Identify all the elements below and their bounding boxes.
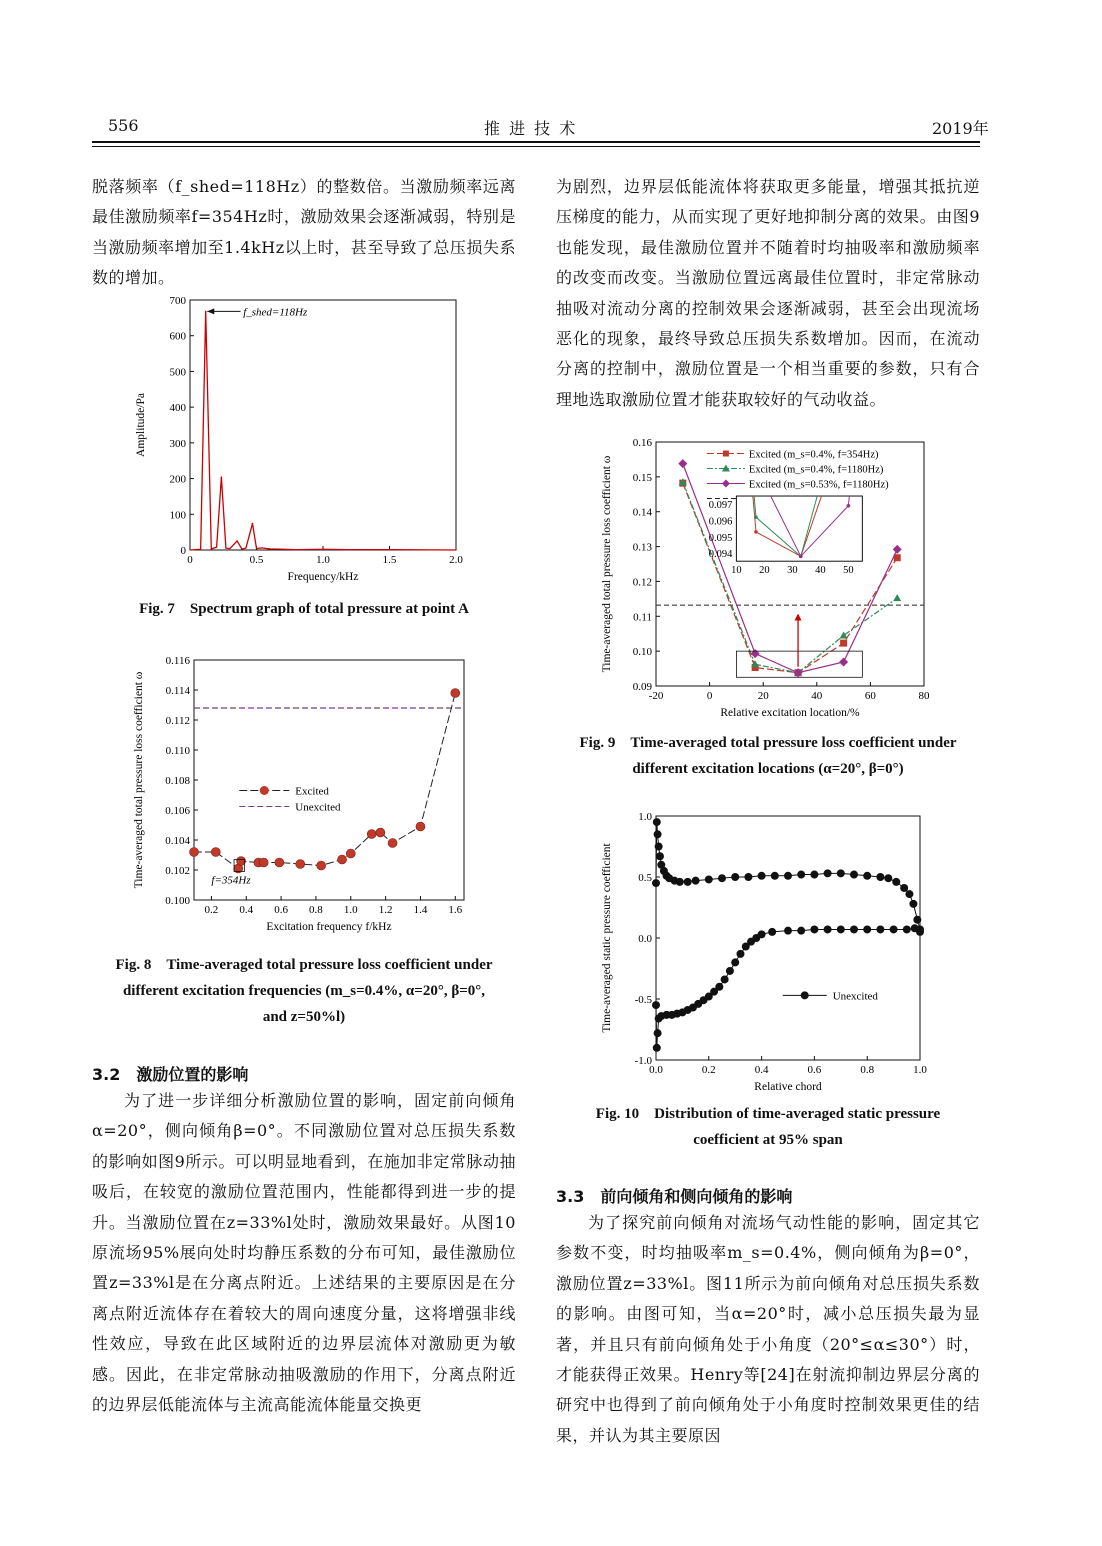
lower-surface-point: [654, 1029, 662, 1037]
spectrum-line: [190, 311, 456, 550]
upper-surface-point: [652, 879, 660, 887]
lower-surface-point: [863, 925, 871, 933]
spectrum-peak: [252, 523, 254, 525]
inset-y-tick-label: 0.096: [708, 516, 733, 528]
x-tick-label: 1.4: [413, 904, 428, 916]
x-tick-label: 60: [864, 690, 876, 702]
y-tick-label: 0.100: [165, 895, 190, 907]
y-tick-label: 0.10: [632, 646, 652, 659]
x-tick-label: 20: [757, 690, 769, 702]
y-tick-label: 0.09: [632, 681, 652, 693]
upper-surface-point: [810, 871, 818, 879]
y-tick-label: 0.106: [165, 805, 190, 817]
series-point: [839, 657, 848, 666]
excited-point: [190, 848, 199, 857]
lower-surface-point: [653, 1044, 661, 1052]
series-point: [751, 649, 760, 658]
y-tick-label: 0.102: [165, 865, 190, 877]
x-tick-label: 0.6: [274, 904, 288, 916]
upper-surface-point: [784, 872, 792, 880]
y-tick-label: 0: [180, 545, 186, 557]
fig8-caption: [92, 952, 516, 1030]
y-tick-label: 0.0: [638, 933, 652, 945]
fig8-caption-line1: Fig. 8 Time-averaged total pressure loss coefficient under: [115, 957, 493, 973]
page-year: 2019年: [932, 119, 989, 138]
x-tick-label: 1.0: [343, 904, 358, 916]
fig9-chart: [598, 432, 948, 724]
x-tick-label: 0: [706, 690, 713, 702]
fig9-caption: [556, 730, 980, 782]
inset-y-tick-label: 0.095: [708, 532, 733, 544]
lower-surface-point: [916, 928, 924, 936]
x-tick-label: 0.8: [860, 1064, 875, 1076]
upper-surface-point: [692, 877, 700, 885]
section-3-2-text: 为了进一步详细分析激励位置的影响，固定前向倾角α=20°，侧向倾角β=0°。不同激励位置对总压损失系数的影响如图9所示。可以明显地看到，在施加非定常脉动抽吸后，在较宽的激励位置范围内，性能都得到进一步的提升。当激励位置在z=33%l处时，激励效果最好。从图10原流场95%展向处时均静压系数的分布可知，最佳激励位置z=33%l是在分离点附近。上述结果的主要原因是在分离点附近流体存在着较大的周向速度分量，这将增强非线性效应，导致在此区域附近的边界层流体对激励更为敏感。因此，在非定常脉动抽吸激励的作用下，分离点附近的边界层低能流体与主流高能流体能量交换更: [92, 1091, 516, 1415]
inset-x-tick-label: 20: [759, 565, 770, 577]
y-tick-label: -0.5: [634, 994, 652, 1006]
x-tick-label: 0.2: [204, 904, 219, 916]
y-tick-label: 0.110: [165, 745, 190, 757]
lower-surface-point: [721, 975, 729, 983]
legend-excited-marker: [260, 786, 269, 795]
legend-marker: [723, 451, 729, 457]
upper-surface-point: [863, 872, 871, 880]
y-tick-label: 400: [169, 402, 186, 415]
x-axis-label: Excitation frequency f/kHz: [266, 921, 392, 933]
y-tick-label: 0.16: [632, 437, 652, 449]
series-point: [678, 459, 687, 468]
upper-surface-point: [892, 878, 900, 886]
lower-surface-point: [876, 925, 884, 933]
y-tick-label: 0.116: [165, 655, 190, 667]
fig8-caption-line3: and z=50%l): [262, 1009, 346, 1025]
spectrum-peak: [205, 311, 207, 313]
upper-surface-point: [684, 878, 692, 886]
x-tick-label: 0.8: [309, 904, 323, 916]
y-tick-label: 0.104: [165, 835, 190, 847]
x-tick-label: 1.5: [382, 554, 397, 566]
lower-surface-point: [797, 927, 805, 935]
upper-surface-point: [731, 873, 739, 881]
upper-surface-point: [905, 890, 913, 898]
lower-surface-point: [652, 1001, 660, 1009]
journal-title: 推 进 技 术: [484, 119, 578, 138]
y-axis-label: Time-averaged static pressure coefficient: [601, 843, 613, 1033]
excited-point: [388, 839, 397, 848]
inset-x-tick-label: 50: [843, 565, 854, 577]
upper-surface-point: [900, 884, 908, 892]
x-tick-label: 80: [918, 690, 930, 702]
upper-surface-point: [913, 916, 921, 924]
y-tick-label: 0.5: [638, 872, 652, 884]
y-tick-label: 100: [169, 509, 186, 522]
upper-surface-point: [654, 830, 662, 838]
header-rule-thin: [92, 146, 980, 147]
section-3-3-text: 为了探究前向倾角对流场气动性能的影响，固定其它参数不变，时均抽吸率m_s=0.4%，侧向倾角为β=0°，激励位置z=33%l。图11所示为前向倾角对总压损失系数的影响。由图可知，当α=20°时，减小总压损失最为显著，并且只有前向倾角处于小角度（20°≤α≤30°）时，才能获得正效果。Henry等[24]在射流抑制边界层分离的研究中也得到了前向倾角处于小角度时控制效果更佳的结果，并认为其主要原因: [556, 1213, 980, 1445]
x-axis-label: Relative chord: [754, 1081, 822, 1093]
lower-surface-point: [903, 925, 911, 933]
y-axis-label: Time-averaged total pressure loss coefficient ω: [601, 455, 613, 673]
fig9-caption-line2: different excitation locations (α=20°, β=0°): [632, 761, 904, 777]
legend-label: Excited (m_s=0.4%, f=354Hz): [748, 449, 879, 461]
page-number: 556: [108, 116, 139, 135]
x-tick-label: 0.2: [701, 1064, 716, 1076]
y-tick-label: 0.12: [632, 576, 652, 589]
upper-surface-point: [824, 869, 832, 877]
y-axis-label: Time-averaged total pressure loss coefficient ω: [133, 671, 145, 889]
excited-line: [194, 693, 455, 869]
y-tick-label: 0.13: [632, 541, 652, 554]
upper-surface-point: [676, 878, 684, 886]
upper-surface-point: [771, 872, 779, 880]
spectrum-peak: [221, 476, 223, 478]
section-3-2-body: [92, 1086, 516, 1420]
x-tick-label: 1.2: [378, 904, 393, 916]
x-tick-label: -20: [648, 690, 664, 702]
x-tick-label: 0: [187, 554, 193, 566]
excited-point: [211, 848, 220, 857]
series-point: [893, 545, 902, 554]
x-tick-label: 0.4: [239, 904, 254, 916]
upper-surface-point: [653, 818, 661, 826]
upper-surface-point: [718, 874, 726, 882]
fig10-caption: [556, 1101, 980, 1153]
lower-surface-point: [824, 925, 832, 933]
x-tick-label: 1.0: [316, 554, 330, 566]
upper-surface-point: [705, 875, 713, 883]
upper-surface-point: [744, 873, 752, 881]
plot-frame: [194, 660, 464, 900]
spectrum-peak: [236, 540, 238, 542]
lower-surface-point: [850, 925, 858, 933]
inset-x-tick-label: 10: [731, 565, 742, 577]
y-tick-label: 600: [169, 330, 186, 343]
y-tick-label: 200: [169, 473, 186, 486]
x-tick-label: 0.6: [807, 1064, 822, 1076]
zoom-arrow-head: [795, 613, 802, 620]
excited-point: [367, 830, 376, 839]
series-point: [893, 594, 901, 601]
left-top-text: 脱落频率（f_shed=118Hz）的整数倍。当激励频率远离最佳激励频率f=354Hz时，激励效果会逐渐减弱，特别是当激励频率增加至1.4kHz以上时，甚至导致了总压损失系数的增加。: [92, 177, 516, 288]
left-top-paragraph: [92, 172, 516, 294]
plot-frame: [190, 300, 456, 550]
excited-point: [451, 689, 460, 698]
lower-surface-point: [731, 958, 739, 966]
legend-marker: [801, 991, 809, 999]
y-tick-label: 0.112: [165, 715, 190, 727]
legend-excited-label: Excited: [295, 785, 329, 798]
upper-surface-point: [758, 872, 766, 880]
lower-surface-point: [837, 925, 845, 933]
annotation-arrow-head: [207, 308, 214, 314]
inset-series-point: [754, 515, 758, 519]
section-3-3-heading: 3.3 前向倾角和侧向倾角的影响: [556, 1187, 793, 1206]
plot-frame: [656, 816, 920, 1060]
y-tick-label: 300: [169, 437, 186, 450]
lower-surface-point: [784, 927, 792, 935]
lower-surface-point: [715, 983, 723, 991]
upper-surface-point: [909, 900, 917, 908]
upper-surface-point: [655, 843, 663, 851]
y-tick-label: 0.11: [633, 611, 652, 624]
fig7-chart: [128, 292, 478, 592]
inset-series-point: [799, 555, 803, 559]
y-tick-label: 0.14: [632, 506, 652, 519]
legend-label: Unexcited: [832, 990, 878, 1003]
excited-point: [338, 855, 347, 864]
inset-series-point: [847, 504, 851, 508]
header-rule-thick: [92, 141, 980, 143]
y-tick-label: 0.114: [165, 685, 190, 697]
excited-point: [416, 822, 425, 831]
excited-point: [346, 849, 355, 858]
fig10-caption-line1: Fig. 10 Distribution of time-averaged static pressure: [595, 1106, 941, 1122]
x-tick-label: 2.0: [449, 554, 463, 566]
x-tick-label: 1.6: [448, 904, 463, 916]
annotation-label: f=354Hz: [211, 874, 251, 887]
x-tick-label: 1.0: [913, 1064, 927, 1076]
inset-y-tick-label: 0.094: [708, 549, 733, 561]
excited-point: [296, 860, 305, 869]
lower-surface-point: [890, 925, 898, 933]
legend-unexcited-label: Unexcited: [295, 801, 341, 814]
lower-surface-point: [810, 925, 818, 933]
y-tick-label: 700: [169, 295, 186, 307]
series-point: [840, 631, 848, 638]
annotation-label: f_shed=118Hz: [243, 306, 308, 319]
y-axis-label: Amplitude/Pa: [135, 393, 147, 457]
section-3-2-heading: 3.2 激励位置的影响: [92, 1065, 249, 1084]
upper-surface-point: [837, 869, 845, 877]
x-tick-label: 0.0: [649, 1064, 663, 1076]
inset-y-tick-label: 0.097: [708, 500, 733, 512]
inset-x-tick-label: 30: [787, 565, 798, 577]
x-axis-label: Frequency/kHz: [287, 571, 359, 583]
lower-surface-point: [768, 928, 776, 936]
lower-surface-line: [656, 928, 920, 1048]
lower-surface-point: [736, 950, 744, 958]
upper-surface-point: [850, 871, 858, 879]
y-tick-label: 0.15: [632, 471, 652, 484]
right-top-text: 为剧烈，边界层低能流体将获取更多能量，增强其抵抗逆压梯度的能力，从而实现了更好地抑制分离的效果。由图9也能发现，最佳激励位置并不随着时均抽吸率和激励频率的改变而改变。当激励位置远离最佳位置时，非定常脉动抽吸对流动分离的控制效果会逐渐减弱，甚至会出现流场恶化的现象，最终导致总压损失系数增加。因而，在流动分离的控制中，激励位置是一个相当重要的参数，只有合理地选取激励位置才能获取较好的气动收益。: [556, 177, 980, 409]
series-point: [840, 640, 847, 647]
legend-label: Excited (m_s=0.53%, f=1180Hz): [748, 479, 889, 491]
fig10-chart: [598, 806, 948, 1098]
x-tick-label: 0.4: [754, 1064, 769, 1076]
x-tick-label: 0.5: [249, 554, 264, 566]
fig8-caption-line2: different excitation frequencies (m_s=0.4%, α=20°, β=0°,: [122, 983, 486, 999]
lower-surface-point: [726, 967, 734, 975]
section-3-3-body: [556, 1208, 980, 1451]
upper-surface-point: [797, 871, 805, 879]
x-axis-label: Relative excitation location/%: [720, 707, 860, 719]
x-tick-label: 40: [811, 690, 823, 702]
inset-x-tick-label: 40: [815, 565, 826, 577]
inset-series-point: [754, 530, 758, 534]
y-tick-label: 1.0: [638, 811, 652, 823]
excited-point: [376, 828, 385, 837]
y-tick-label: -1.0: [634, 1055, 652, 1067]
lower-surface-point: [758, 930, 766, 938]
fig10-caption-line2: coefficient at 95% span: [693, 1132, 843, 1148]
legend-marker: [722, 480, 730, 488]
upper-surface-point: [884, 874, 892, 882]
excited-point: [259, 858, 268, 867]
right-top-paragraph: [556, 172, 980, 415]
y-tick-label: 500: [169, 366, 186, 379]
excited-point: [317, 861, 326, 870]
excited-point: [275, 858, 284, 867]
upper-surface-point: [656, 852, 664, 860]
upper-surface-point: [876, 873, 884, 881]
fig9-caption-line1: Fig. 9 Time-averaged total pressure loss coefficient under: [579, 735, 957, 751]
fig7-caption: Fig. 7 Spectrum graph of total pressure at point A: [139, 601, 469, 617]
fig8-chart: [128, 650, 478, 944]
y-tick-label: 0.108: [165, 775, 190, 787]
legend-label: Excited (m_s=0.4%, f=1180Hz): [748, 464, 884, 476]
